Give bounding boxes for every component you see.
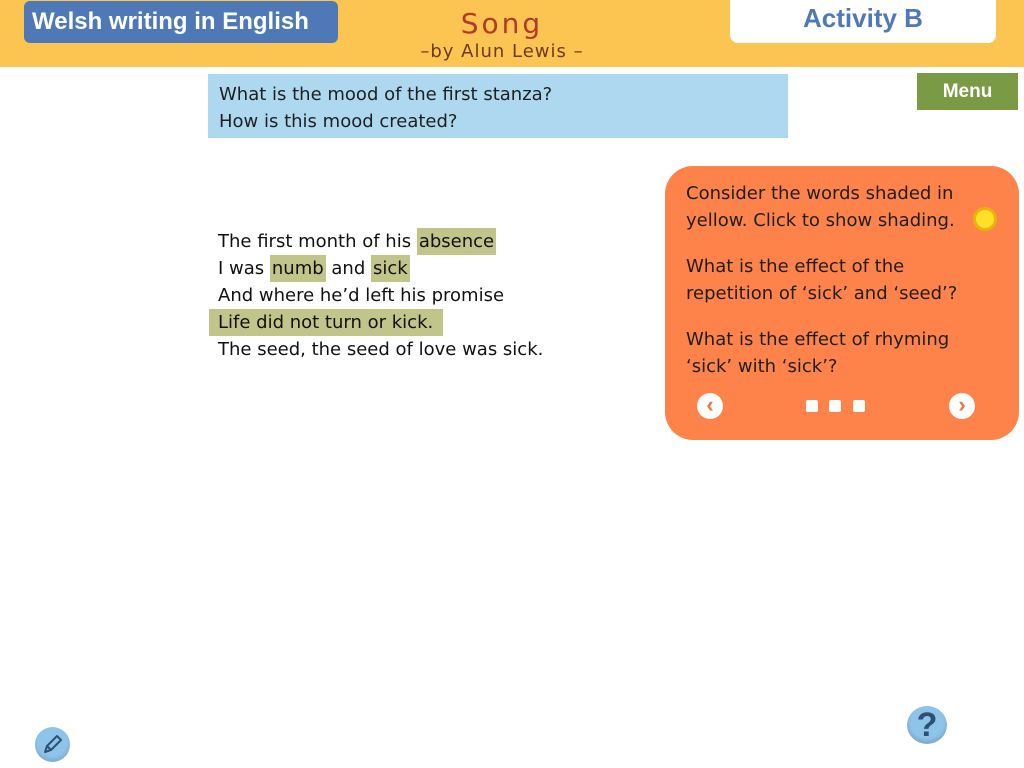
highlight-numb: numb [270, 255, 326, 282]
highlight-line-life: Life did not turn or kick. [209, 309, 443, 336]
shade-toggle-circle-icon[interactable] [973, 207, 997, 231]
panel-question-repetition: What is the effect of the repetition of ‘sick’ and ‘seed’? [686, 256, 958, 304]
poem-text: I was [218, 258, 270, 279]
poem-line-4 [209, 309, 629, 336]
poem-text: The first month of his [218, 231, 417, 252]
song-author: –by Alun Lewis – [420, 41, 584, 62]
panel-question-rhyme: What is the effect of rhyming ‘sick’ with ‘sick’? [686, 329, 950, 377]
highlight-absence: absence [417, 228, 496, 255]
poem-stanza [209, 228, 629, 363]
pencil-glyph [35, 727, 70, 762]
header-bar [0, 0, 1024, 67]
question-panel [665, 166, 1019, 440]
question-mark-icon[interactable]: ? [907, 706, 947, 744]
poem-line-5: The seed, the seed of love was sick. [218, 339, 544, 360]
poem-line-1 [209, 228, 629, 255]
panel-prompt-shading: Consider the words shaded in yellow. Click to show shading. [686, 183, 955, 231]
menu-button[interactable]: Menu [917, 73, 1018, 110]
chevron-right-icon[interactable]: › [949, 393, 975, 419]
activity-tab: Activity B [730, 0, 996, 43]
poem-text: and [325, 258, 371, 279]
highlight-sick: sick [371, 255, 410, 282]
question-line-2: How is this mood created? [219, 111, 458, 132]
question-box [208, 74, 788, 138]
page-dot-2[interactable] [829, 400, 841, 412]
poem-line-3: And where he’d left his promise [218, 285, 505, 306]
chevron-left-icon[interactable]: ‹ [697, 393, 723, 419]
question-line-1: What is the mood of the first stanza? [219, 84, 553, 105]
page-dot-3[interactable] [853, 400, 865, 412]
pencil-icon[interactable] [35, 727, 70, 762]
brand-tab[interactable]: Welsh writing in English [24, 1, 338, 43]
song-title: Song [460, 7, 544, 40]
poem-line-2 [209, 255, 629, 282]
page-dot-1[interactable] [806, 400, 818, 412]
